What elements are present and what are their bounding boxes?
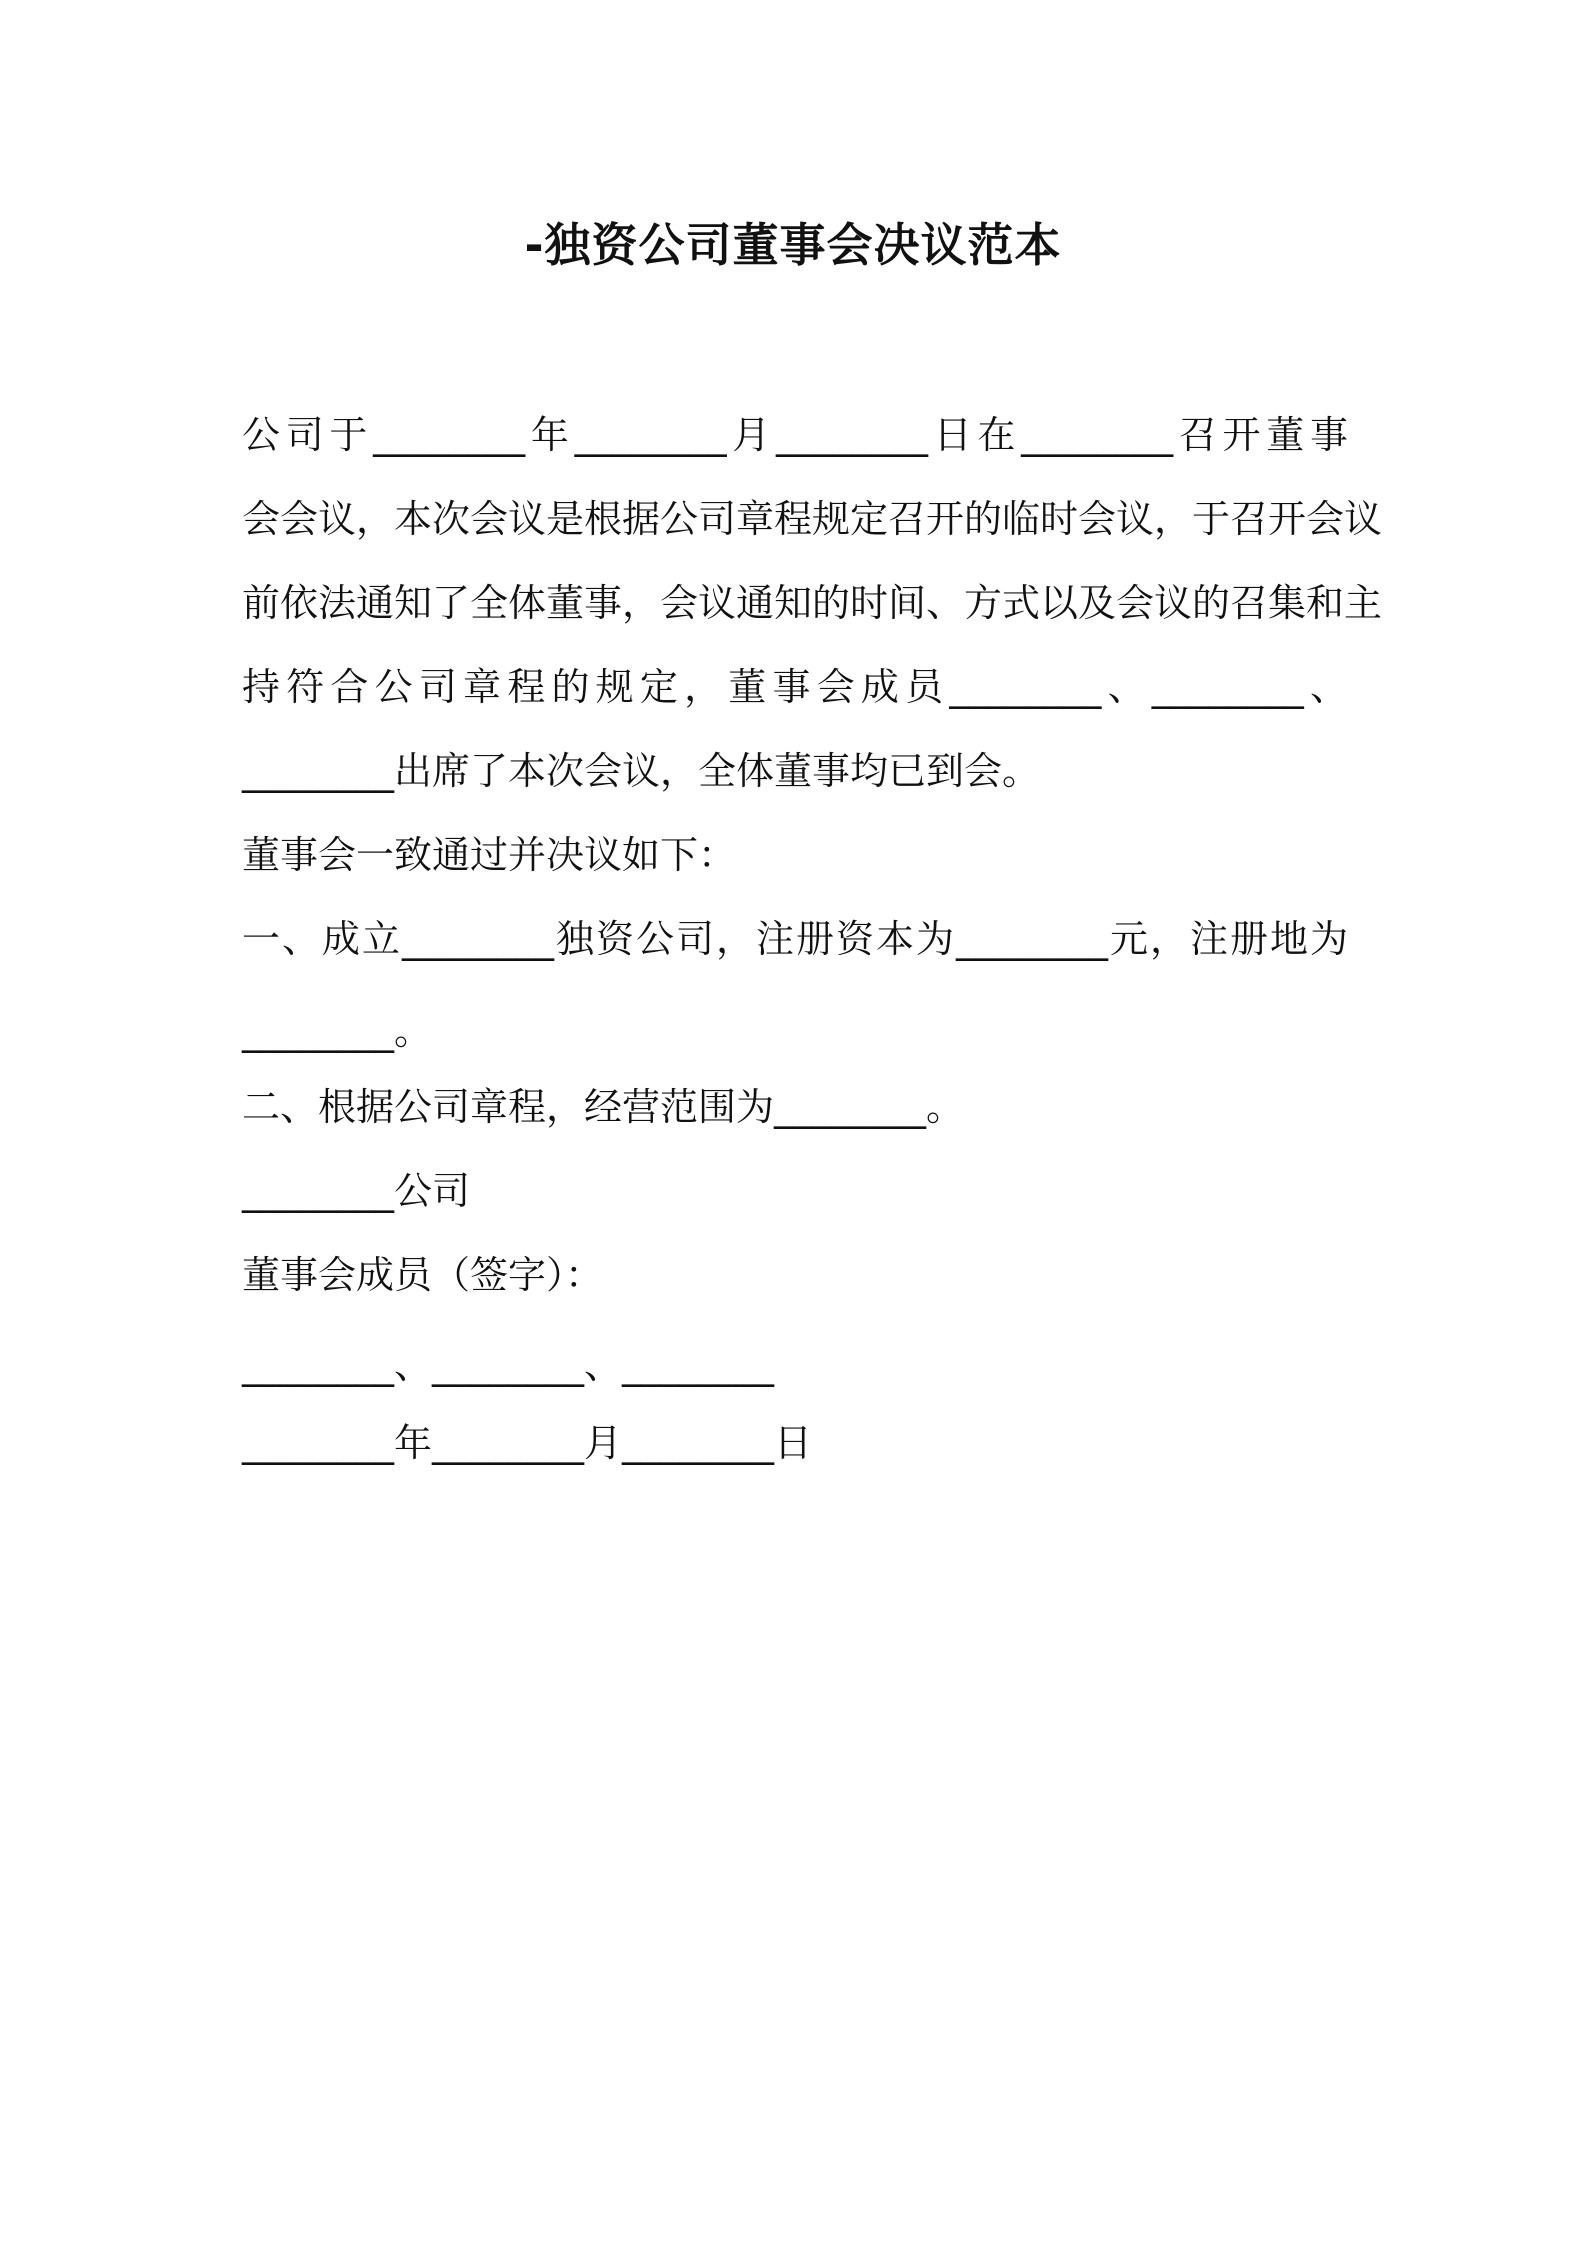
date-line: ________年________月________日 — [242, 1421, 813, 1465]
paragraph1-line-4: 持符合公司章程的规定，董事会成员________、________、 — [242, 665, 1348, 709]
resolution-intro: 董事会一致通过并决议如下： — [242, 833, 737, 877]
paragraph1-line-3: 前依法通知了全体董事，会议通知的时间、方式以及会议的召集和主 — [242, 581, 1383, 625]
paragraph1-line-2: 会会议，本次会议是根据公司章程规定召开的临时会议，于召开会议 — [242, 497, 1383, 541]
paragraph1-line-1: 公司于________年________月________日在________召开董事 — [242, 413, 1348, 457]
item1-line-1: 一、成立________独资公司，注册资本为________元，注册地为 — [242, 917, 1348, 961]
signers-label: 董事会成员（签字）： — [242, 1253, 604, 1297]
item1-line-2: ________。 — [242, 1009, 433, 1053]
signers-blanks: ________、________、________ — [242, 1343, 775, 1387]
document-title: -独资公司董事会决议范本 — [524, 218, 1062, 272]
item2-text: 二、根据公司章程，经营范围为________。 — [242, 1085, 965, 1129]
company-line: ________公司 — [242, 1169, 471, 1213]
paragraph1-line-5: ________出席了本次会议，全体董事均已到会。 — [242, 749, 1041, 793]
